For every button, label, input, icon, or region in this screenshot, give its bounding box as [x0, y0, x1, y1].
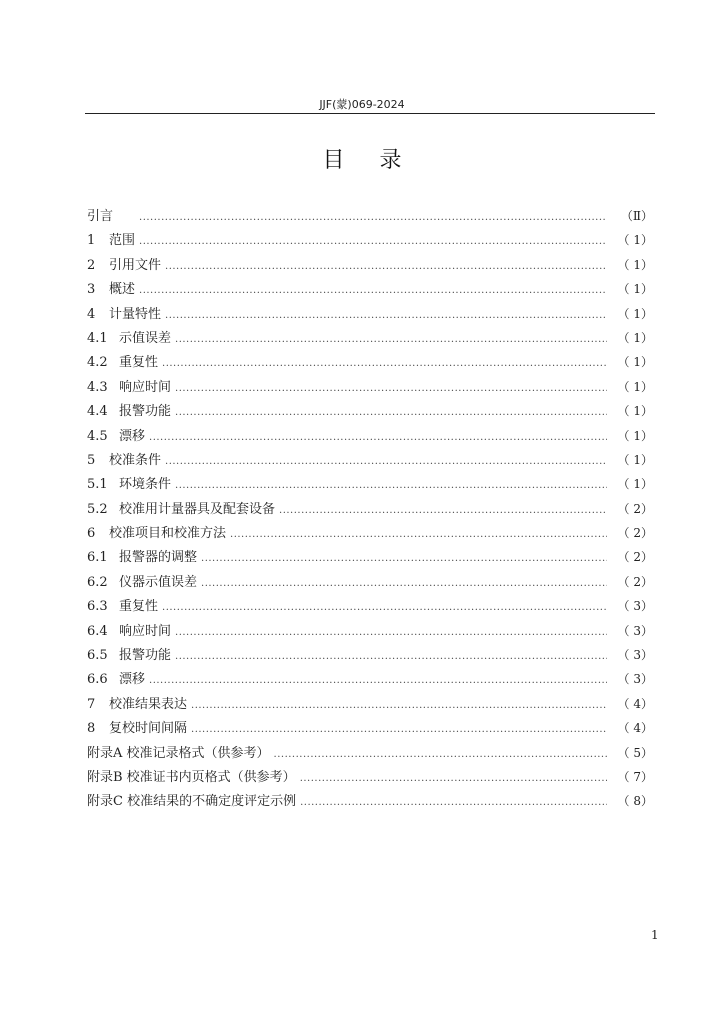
toc-entry-label: 环境条件 [119, 477, 172, 493]
toc-entry[interactable] [87, 692, 653, 716]
toc-entry-number: 3 [87, 282, 96, 298]
toc-entry-number: 5.1 [87, 477, 108, 493]
toc-entry-label: 仪器示值误差 [119, 574, 198, 590]
toc-dot-leader [175, 621, 607, 645]
toc-entry-page: （ 1） [617, 428, 653, 443]
toc-entry-number: 4.4 [87, 404, 108, 420]
toc-entry-number: 6.4 [87, 623, 108, 639]
toc-dot-leader [300, 791, 607, 815]
toc-dot-leader [139, 206, 607, 230]
toc-entry-label: 计量特性 [109, 306, 162, 322]
toc-dot-leader [139, 279, 607, 303]
toc-entry-number: 1 [87, 233, 96, 249]
toc-entry[interactable] [87, 399, 653, 423]
toc-entry-page: （ 1） [617, 379, 653, 394]
toc-entry[interactable] [87, 253, 653, 277]
document-code: JJF(蒙)069-2024 [319, 98, 405, 111]
toc-dot-leader [191, 718, 607, 742]
toc-entry-label: 引言 [87, 209, 114, 224]
header-rule [85, 113, 655, 114]
toc-dot-leader [175, 377, 607, 401]
table-of-contents [87, 204, 653, 814]
toc-dot-leader [149, 426, 607, 450]
toc-entry[interactable] [87, 497, 653, 521]
toc-entry-page: （ 1） [617, 233, 653, 248]
toc-entry-label: 示值误差 [119, 330, 172, 346]
toc-entry-number: 6.2 [87, 574, 108, 590]
toc-entry[interactable] [87, 667, 653, 691]
toc-entry-number: 4 [87, 306, 96, 322]
toc-entry-page: （ 1） [617, 257, 653, 272]
toc-dot-leader [175, 474, 607, 498]
toc-entry-page: （Ⅱ） [620, 209, 653, 223]
toc-entry-number: 4.1 [87, 330, 108, 346]
toc-entry-label: 响应时间 [119, 623, 172, 639]
toc-entry-page: （ 3） [617, 672, 653, 687]
toc-entry-number: 6.1 [87, 550, 108, 566]
toc-dot-leader [191, 694, 607, 718]
toc-entry-page: （ 2） [617, 501, 653, 516]
toc-entry-page: （ 1） [617, 452, 653, 467]
toc-entry-label: 校准项目和校准方法 [109, 526, 227, 542]
toc-entry-number: 8 [87, 721, 96, 737]
toc-entry-page: （ 7） [617, 769, 653, 784]
toc-entry-label: 重复性 [119, 355, 159, 371]
toc-entry[interactable] [87, 789, 653, 813]
toc-entry-label: 报警功能 [119, 648, 172, 664]
toc-entry-number: 5 [87, 452, 96, 468]
toc-entry-page: （ 5） [617, 745, 653, 760]
toc-entry[interactable] [87, 326, 653, 350]
toc-entry-page: （ 3） [617, 648, 653, 663]
toc-dot-leader [274, 743, 607, 767]
toc-entry-label: 概述 [109, 282, 136, 298]
toc-entry-number: 4.3 [87, 379, 108, 395]
toc-entry-label: 校准条件 [109, 452, 162, 468]
toc-dot-leader [201, 572, 607, 596]
toc-entry[interactable] [87, 302, 653, 326]
toc-entry[interactable] [87, 424, 653, 448]
toc-entry[interactable] [87, 472, 653, 496]
toc-entry[interactable] [87, 204, 653, 228]
toc-entry[interactable] [87, 741, 653, 765]
toc-entry-number: 5.2 [87, 501, 108, 517]
toc-entry-label: 报警功能 [119, 404, 172, 420]
toc-entry-label: 附录A 校准记录格式（供参考） [87, 745, 270, 761]
toc-dot-leader [175, 328, 607, 352]
toc-entry[interactable] [87, 594, 653, 618]
toc-entry-page: （ 1） [617, 330, 653, 345]
toc-entry-label: 重复性 [119, 599, 159, 615]
toc-entry-page: （ 1） [617, 306, 653, 321]
toc-dot-leader [175, 401, 607, 425]
toc-entry[interactable] [87, 643, 653, 667]
toc-dot-leader [279, 499, 607, 523]
toc-entry[interactable] [87, 545, 653, 569]
toc-entry[interactable] [87, 228, 653, 252]
page-title: 目 录 [322, 148, 416, 173]
toc-entry-label: 校准用计量器具及配套设备 [119, 501, 276, 517]
toc-dot-leader [175, 645, 607, 669]
toc-entry[interactable] [87, 619, 653, 643]
toc-dot-leader [162, 352, 607, 376]
toc-entry-number: 4.5 [87, 428, 108, 444]
toc-entry-page: （ 3） [617, 623, 653, 638]
toc-dot-leader [165, 255, 607, 279]
toc-entry-label: 漂移 [119, 672, 146, 688]
toc-entry-page: （ 2） [617, 526, 653, 541]
toc-entry-page: （ 1） [617, 404, 653, 419]
toc-entry-page: （ 1） [617, 477, 653, 492]
toc-entry-label: 引用文件 [109, 257, 162, 273]
toc-dot-leader [165, 450, 607, 474]
toc-entry-label: 复校时间间隔 [109, 721, 188, 737]
toc-entry-page: （ 1） [617, 355, 653, 370]
toc-entry-label: 校准结果表达 [109, 696, 188, 712]
toc-entry[interactable] [87, 521, 653, 545]
toc-entry-page: （ 8） [617, 794, 653, 809]
toc-entry[interactable] [87, 350, 653, 374]
toc-entry[interactable] [87, 375, 653, 399]
toc-entry-page: （ 1） [617, 282, 653, 297]
toc-entry-label: 响应时间 [119, 379, 172, 395]
toc-dot-leader [149, 669, 607, 693]
toc-entry-label: 附录C 校准结果的不确定度评定示例 [87, 794, 297, 810]
toc-entry-page: （ 2） [617, 550, 653, 565]
page-number: 1 [651, 928, 659, 942]
toc-entry-label: 漂移 [119, 428, 146, 444]
toc-entry-label: 附录B 校准证书内页格式（供参考） [87, 769, 296, 785]
toc-entry-page: （ 4） [617, 696, 653, 711]
toc-entry-page: （ 2） [617, 574, 653, 589]
toc-entry-label: 报警器的调整 [119, 550, 198, 566]
toc-entry-number: 4.2 [87, 355, 108, 371]
toc-entry-label: 范围 [109, 233, 136, 249]
toc-entry[interactable] [87, 570, 653, 594]
toc-entry[interactable] [87, 448, 653, 472]
toc-dot-leader [162, 596, 607, 620]
toc-entry-page: （ 4） [617, 721, 653, 736]
toc-dot-leader [201, 547, 607, 571]
toc-entry[interactable] [87, 277, 653, 301]
toc-entry-number: 2 [87, 257, 96, 273]
toc-entry-number: 6.5 [87, 648, 108, 664]
toc-entry[interactable] [87, 765, 653, 789]
toc-dot-leader [300, 767, 607, 791]
toc-entry-number: 7 [87, 696, 96, 712]
toc-dot-leader [165, 304, 607, 328]
toc-entry-number: 6.6 [87, 672, 108, 688]
toc-entry-page: （ 3） [617, 599, 653, 614]
toc-entry-number: 6.3 [87, 599, 108, 615]
toc-entry[interactable] [87, 716, 653, 740]
toc-dot-leader [139, 230, 607, 254]
toc-dot-leader [230, 523, 607, 547]
toc-entry-number: 6 [87, 526, 96, 542]
